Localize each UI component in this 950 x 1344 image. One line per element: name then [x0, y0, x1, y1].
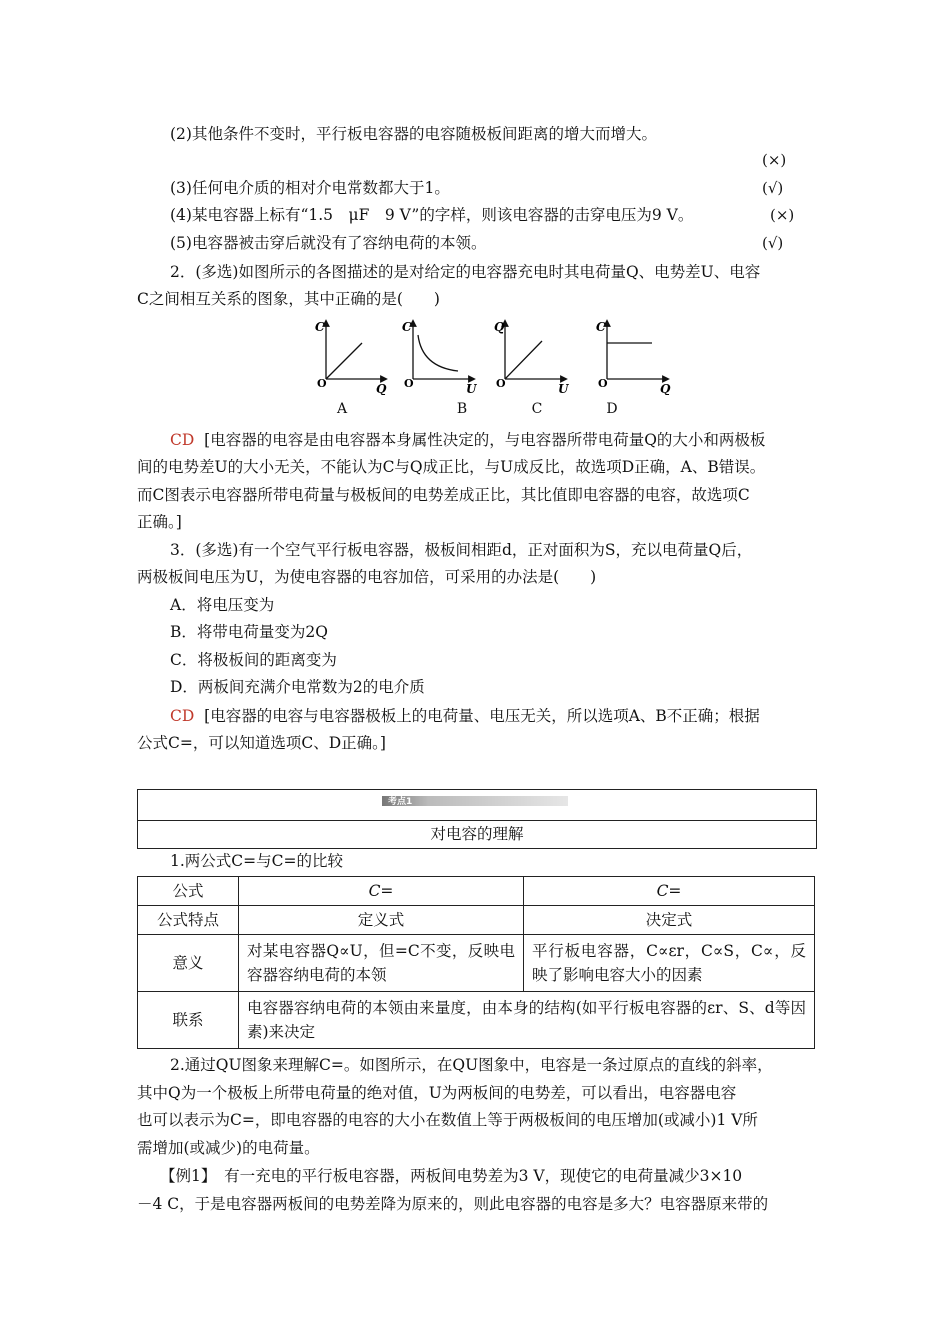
row-head-meaning: 意义: [138, 935, 239, 992]
graph-b-caption: B: [456, 401, 468, 417]
q2-stem-1: 2．(多选)如图所示的各图描述的是对给定的电容器充电时其电荷量Q、电势差U、电容: [170, 263, 761, 281]
graph-c-origin: O: [496, 377, 506, 390]
para2-line-1: 2.通过QU图象来理解C=。如图所示，在QU图象中，电容是一条过原点的直线的斜率，: [170, 1056, 773, 1074]
graph-b-y-label: C: [402, 320, 412, 334]
judgment-2-mark: (×): [762, 151, 787, 169]
relation-text: 电容器容纳电荷的本领由来量度，由本身的结构(如平行板电容器的εr、S、d等因素)来决定: [239, 992, 815, 1049]
judgment-5-mark: (√): [762, 234, 784, 252]
q3-option-b: B．将带电荷量变为2Q: [170, 623, 328, 641]
row-head-feature: 公式特点: [138, 906, 239, 935]
judgment-3-mark: (√): [762, 179, 784, 197]
graph-d: [596, 320, 671, 395]
formula-determination: C=: [524, 877, 815, 906]
graph-d-caption: D: [606, 401, 618, 417]
row-head-formula: 公式: [138, 877, 239, 906]
q3-answer: CD: [170, 707, 195, 725]
judgment-3: (3)任何电介质的相对介电常数都大于1。: [170, 179, 450, 197]
topic-box: [137, 789, 817, 849]
graph-a-origin: O: [317, 377, 327, 390]
graph-c: [494, 320, 570, 395]
q2-graphs: [300, 315, 690, 395]
graph-c-curve: [505, 341, 542, 379]
q2-explain-2: 间的电势差U的大小无关，不能认为C与Q成正比，与U成反比，故选项D正确，A、B错误。: [137, 458, 766, 476]
q2-explain-1-text: [电容器的电容是由电容器本身属性决定的，与电容器所带电荷量Q的大小和两极板: [204, 431, 766, 449]
feature-definition: 定义式: [239, 906, 524, 935]
q3-option-d: D．两板间充满介电常数为2的电介质: [170, 678, 425, 696]
graph-a-caption: A: [336, 401, 348, 417]
graph-b-curve: [418, 335, 458, 371]
graph-d-y-label: C: [596, 320, 606, 334]
topic-title: 对电容的理解: [430, 825, 524, 843]
para2-line-2: 其中Q为一个极板上所带电荷量的绝对值，U为两板间的电势差，可以看出，电容器电容: [137, 1084, 737, 1102]
meaning-determination: 平行板电容器，C∝εr，C∝S，C∝，反映了影响电容大小的因素: [524, 935, 815, 992]
graph-c-x-label: U: [558, 382, 569, 395]
q2-explain-3: 而C图表示电容器所带电荷量与极板间的电势差成正比，其比值即电容器的电容，故选项C: [137, 486, 750, 504]
q3-explain-1: [170, 706, 760, 726]
q3-explain-2: 公式C=，可以知道选项C、D正确。]: [137, 734, 386, 752]
graph-b: [402, 320, 478, 395]
formula-definition: C=: [239, 877, 524, 906]
row-head-relation: 联系: [138, 992, 239, 1049]
q2-explain-1: [170, 430, 765, 450]
graph-b-x-label: U: [466, 382, 477, 395]
meaning-definition: 对某电容器Q∝U，但=C不变，反映电容器容纳电荷的本领: [239, 935, 524, 992]
example-line-1: 【例1】 有一充电的平行板电容器，两板间电势差为3 V，现使它的电荷量减少3×10: [160, 1167, 743, 1185]
table-row: [138, 877, 815, 906]
feature-determination: 决定式: [524, 906, 815, 935]
topic-tag: [382, 796, 568, 806]
q3-option-c: C．将极板间的距离变为: [170, 651, 337, 669]
topic-bar: [138, 790, 816, 821]
graph-d-origin: O: [598, 377, 608, 390]
judgment-2: (2)其他条件不变时，平行板电容器的电容随极板间距离的增大而增大。: [170, 125, 657, 143]
q3-option-a: A．将电压变为: [170, 596, 275, 614]
judgment-4-mark: (×): [770, 206, 795, 224]
compare-title: 1.两公式C=与C=的比较: [170, 852, 343, 870]
table-row: [138, 935, 815, 992]
table-row: [138, 906, 815, 935]
q3-stem-1: 3．(多选)有一个空气平行板电容器，极板间相距d，正对面积为S，充以电荷量Q后，: [170, 541, 753, 559]
graph-d-x-label: Q: [660, 382, 671, 395]
topic-tag-label: 考点1: [388, 797, 413, 807]
graph-a-curve: [326, 343, 362, 379]
para2-line-3: 也可以表示为C=，即电容器的电容的大小在数值上等于两极板间的电压增加(或减小)1 V所: [137, 1111, 758, 1129]
graph-a-x-label: Q: [376, 382, 387, 395]
graph-c-caption: C: [531, 401, 543, 417]
judgment-5: (5)电容器被击穿后就没有了容纳电荷的本领。: [170, 234, 487, 252]
judgment-4: (4)某电容器上标有“1.5 μF 9 V”的字样，则该电容器的击穿电压为9 V。: [170, 206, 694, 224]
q2-answer: CD: [170, 431, 195, 449]
para2-line-4: 需增加(或减少)的电荷量。: [137, 1139, 320, 1157]
q2-explain-4: 正确。]: [137, 513, 182, 531]
q2-stem-2: C之间相互关系的图象，其中正确的是( ): [137, 290, 440, 308]
graph-a-y-label: C: [315, 320, 325, 334]
graph-c-y-label: Q: [494, 320, 505, 334]
q3-explain-1-text: [电容器的电容与电容器极板上的电荷量、电压无关，所以选项A、B不正确；根据: [204, 707, 760, 725]
graph-b-origin: O: [404, 377, 414, 390]
example-line-2: －4 C，于是电容器两板间的电势差降为原来的，则此电容器的电容是多大？电容器原来带的: [137, 1195, 769, 1213]
graph-a: [315, 320, 387, 395]
q3-stem-2: 两极板间电压为U，为使电容器的电容加倍，可采用的办法是( ): [137, 568, 597, 586]
table-row: [138, 992, 815, 1049]
compare-table: [137, 876, 815, 1049]
